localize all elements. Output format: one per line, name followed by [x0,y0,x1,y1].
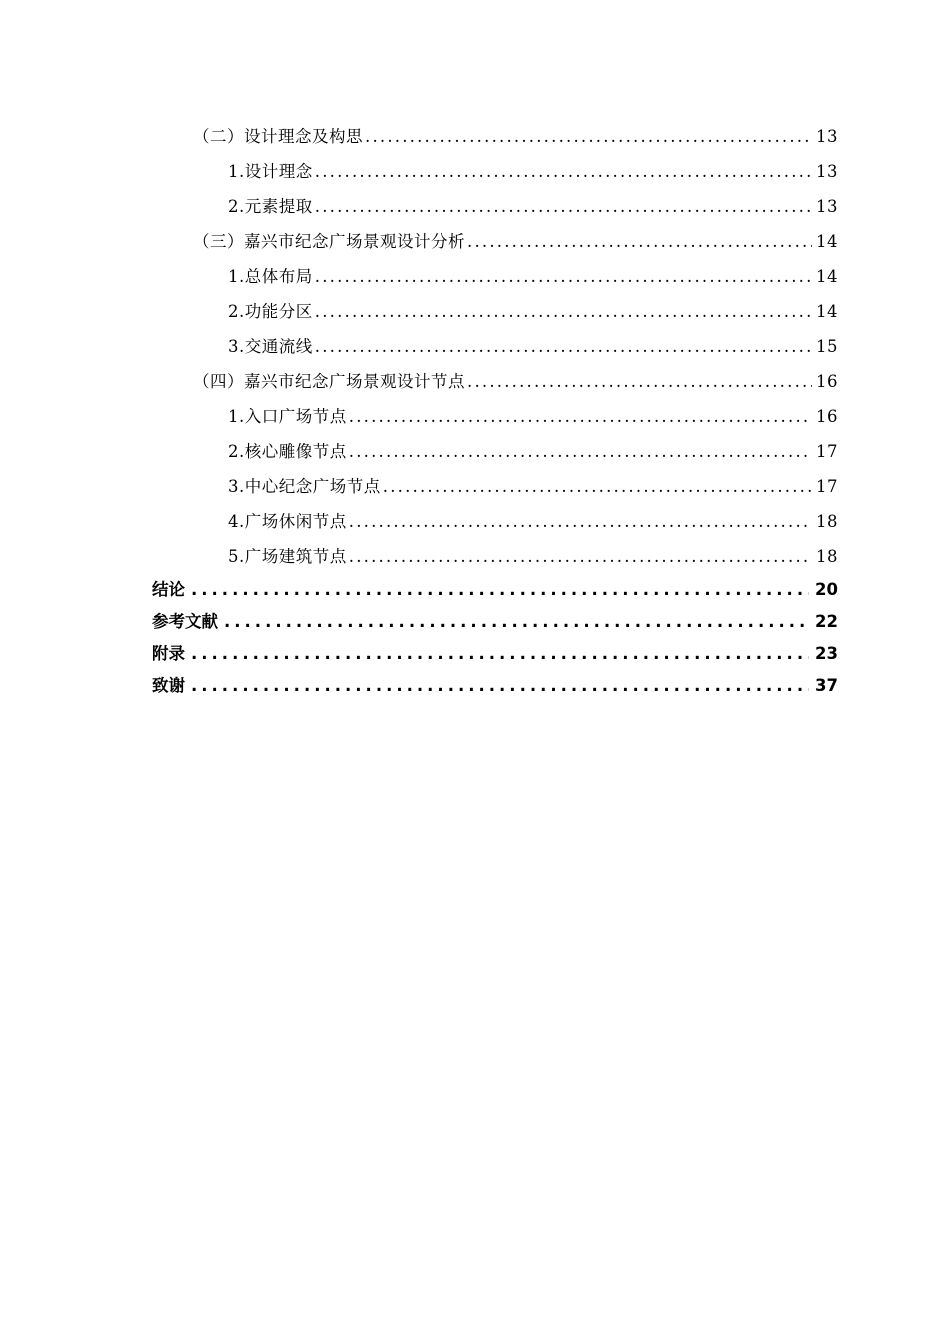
toc-entry-landscape-analysis-section[interactable] [193,228,838,252]
toc-entry-appendix[interactable] [152,640,838,664]
toc-entry-central-memorial-node[interactable] [228,473,838,497]
toc-dot-leader [349,512,812,531]
toc-entry-title: 结论 [152,580,185,599]
toc-entry-title: 4.广场休闲节点 [228,512,347,531]
toc-dot-leader [224,612,809,631]
toc-dot-leader [467,372,812,391]
toc-entry-page: 16 [816,407,838,426]
toc-dot-leader [315,267,812,286]
toc-entry-page: 13 [816,127,838,146]
toc-entry-title: （三）嘉兴市纪念广场景观设计分析 [193,232,465,251]
toc-entry-page: 22 [815,612,838,631]
toc-entry-page: 13 [816,197,838,216]
toc-dot-leader [191,644,809,663]
toc-entry-title: 1.总体布局 [228,267,313,286]
toc-entry-page: 16 [816,372,838,391]
toc-entry-title: 3.中心纪念广场节点 [228,477,381,496]
toc-dot-leader [315,197,812,216]
toc-entry-page: 23 [815,644,838,663]
toc-dot-leader [349,442,812,461]
toc-entry-title: （四）嘉兴市纪念广场景观设计节点 [193,372,465,391]
toc-dot-leader [467,232,812,251]
toc-entry-conclusion[interactable] [152,576,838,600]
toc-entry-title: 1.设计理念 [228,162,313,181]
toc-entry-page: 17 [816,442,838,461]
toc-entry-functional-zoning[interactable] [228,298,838,322]
toc-entry-title: 3.交通流线 [228,337,313,356]
toc-entry-core-statue-node[interactable] [228,438,838,462]
toc-dot-leader [349,407,812,426]
toc-entry-page: 18 [816,547,838,566]
toc-entry-page: 14 [816,232,838,251]
toc-entry-building-node[interactable] [228,543,838,567]
toc-dot-leader [349,547,812,566]
toc-entry-design-philosophy[interactable] [228,158,838,182]
toc-entry-element-extraction[interactable] [228,193,838,217]
toc-entry-page: 14 [816,267,838,286]
toc-entry-page: 13 [816,162,838,181]
toc-entry-page: 15 [816,337,838,356]
toc-entry-page: 17 [816,477,838,496]
toc-entry-entrance-plaza-node[interactable] [228,403,838,427]
toc-dot-leader [191,676,809,695]
toc-entry-page: 20 [815,580,838,599]
toc-dot-leader [383,477,812,496]
toc-entry-references[interactable] [152,608,838,632]
toc-entry-page: 14 [816,302,838,321]
toc-entry-title: 2.功能分区 [228,302,313,321]
toc-dot-leader [315,162,812,181]
toc-entry-acknowledgements[interactable] [152,672,838,696]
toc-entry-page: 37 [815,676,838,695]
toc-entry-traffic-flow[interactable] [228,333,838,357]
toc-entry-title: 2.元素提取 [228,197,313,216]
toc-dot-leader [191,580,809,599]
toc-entry-title: 5.广场建筑节点 [228,547,347,566]
toc-entry-leisure-node[interactable] [228,508,838,532]
toc-entry-title: 附录 [152,644,185,663]
toc-entry-title: （二）设计理念及构思 [193,127,363,146]
toc-entry-title: 参考文献 [152,612,218,631]
toc-entry-overall-layout[interactable] [228,263,838,287]
toc-dot-leader [315,337,812,356]
toc-dot-leader [365,127,812,146]
toc-entry-title: 致谢 [152,676,185,695]
toc-entry-page: 18 [816,512,838,531]
toc-entry-title: 1.入口广场节点 [228,407,347,426]
toc-entry-design-concept-section[interactable] [193,123,838,147]
toc-entry-design-nodes-section[interactable] [193,368,838,392]
toc-dot-leader [315,302,812,321]
toc-entry-title: 2.核心雕像节点 [228,442,347,461]
